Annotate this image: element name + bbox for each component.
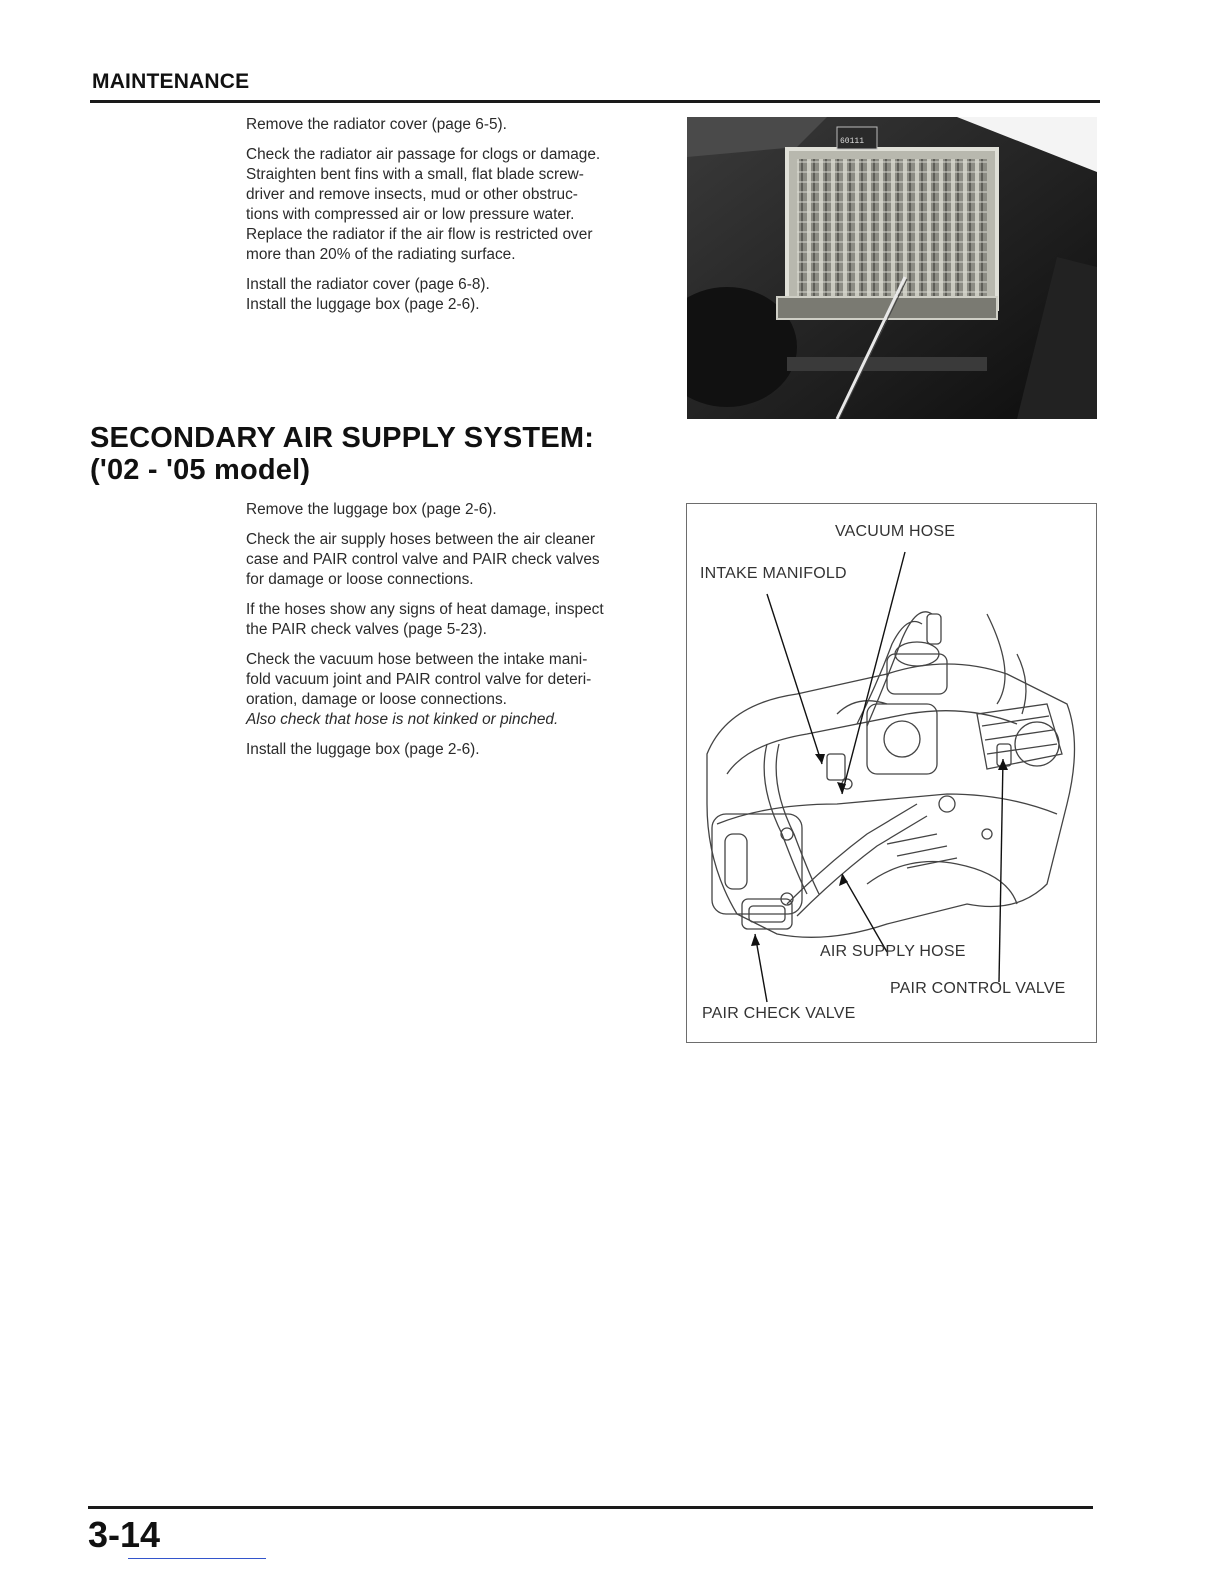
text-line: for damage or loose connections. xyxy=(246,571,474,588)
section-heading-line: SECONDARY AIR SUPPLY SYSTEM: xyxy=(90,422,595,454)
pair-step-check-vacuum-hose xyxy=(246,650,676,730)
text-line: tions with compressed air or low pressure water. xyxy=(246,206,575,223)
radiator-step-remove-cover: Remove the radiator cover (page 6-5). xyxy=(246,116,507,133)
text-line: Install the luggage box (page 2-6). xyxy=(246,296,480,313)
header-divider xyxy=(90,100,1100,103)
text-line: the PAIR check valves (page 5-23). xyxy=(246,621,487,638)
footer-divider xyxy=(88,1506,1093,1509)
text-line: oration, damage or loose connections. xyxy=(246,691,507,708)
text-line-note: Also check that hose is not kinked or pinched. xyxy=(246,711,559,728)
leader-vacuum-hose xyxy=(842,552,905,794)
text-line: Replace the radiator if the air flow is restricted over xyxy=(246,226,593,243)
pair-step-install-luggage-box: Install the luggage box (page 2-6). xyxy=(246,741,480,758)
leader-air-supply-hose xyxy=(842,874,887,952)
section-heading xyxy=(90,422,594,486)
text-line: Check the vacuum hose between the intake mani- xyxy=(246,651,588,668)
radiator-photo-illustration xyxy=(687,117,1097,419)
section-heading-line: ('02 - '05 model) xyxy=(90,454,311,486)
callout-pair-control-valve: PAIR CONTROL VALVE xyxy=(890,980,1066,997)
pair-system-diagram xyxy=(686,503,1097,1043)
engine-line-drawing xyxy=(687,504,1096,1042)
pair-step-check-hoses xyxy=(246,530,676,590)
pair-step-heat-damage xyxy=(246,600,676,640)
text-line: Check the radiator air passage for clogs or damage. xyxy=(246,146,601,163)
text-line: more than 20% of the radiating surface. xyxy=(246,246,516,263)
page-number: 3-14 xyxy=(88,1514,161,1555)
radiator-photo xyxy=(687,117,1097,419)
section-header-title: MAINTENANCE xyxy=(92,70,250,93)
callout-air-supply-hose: AIR SUPPLY HOSE xyxy=(820,943,966,960)
text-line: Install the radiator cover (page 6-8). xyxy=(246,276,490,293)
callout-pair-check-valve: PAIR CHECK VALVE xyxy=(702,1005,856,1022)
radiator-step-check-passage xyxy=(246,145,676,265)
leader-pair-control-valve xyxy=(999,759,1003,982)
text-line: If the hoses show any signs of heat damage, inspect xyxy=(246,601,604,618)
radiator-step-install xyxy=(246,275,676,315)
link-underline xyxy=(128,1558,266,1559)
text-line: case and PAIR control valve and PAIR check valves xyxy=(246,551,600,568)
pair-step-remove-luggage-box: Remove the luggage box (page 2-6). xyxy=(246,501,497,518)
text-line: Straighten bent fins with a small, flat blade screw- xyxy=(246,166,584,183)
callout-vacuum-hose: VACUUM HOSE xyxy=(835,523,956,540)
text-line: fold vacuum joint and PAIR control valve for deteri- xyxy=(246,671,592,688)
text-line: driver and remove insects, mud or other obstruc- xyxy=(246,186,578,203)
text-line: Check the air supply hoses between the air cleaner xyxy=(246,531,596,548)
leader-intake-manifold xyxy=(767,594,822,764)
photo-part-label: 60111 xyxy=(840,137,865,146)
callout-intake-manifold: INTAKE MANIFOLD xyxy=(700,565,847,582)
